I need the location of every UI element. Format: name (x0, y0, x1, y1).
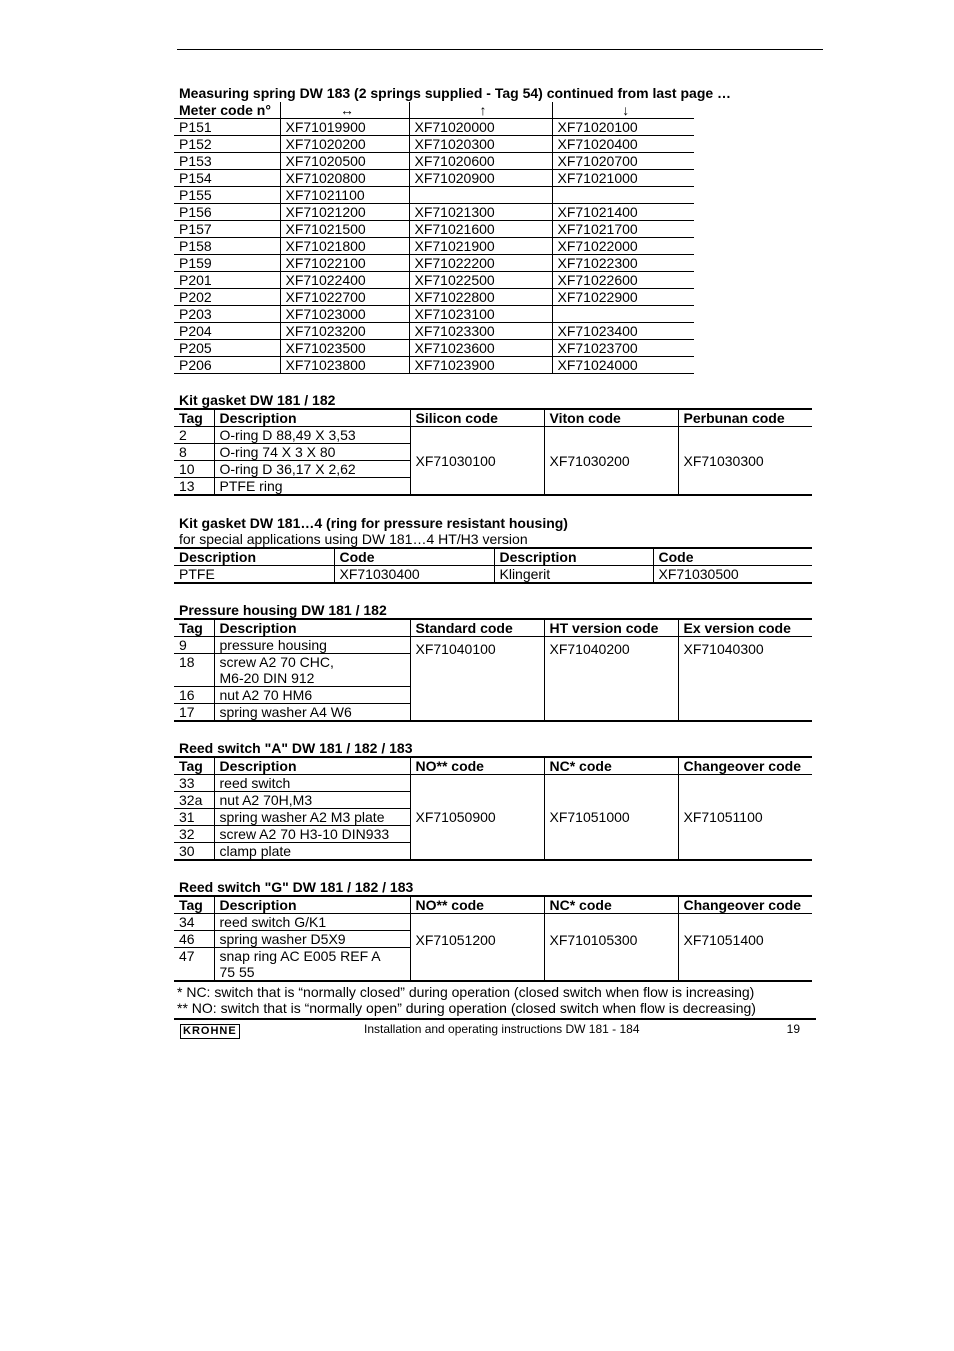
spring-code-cell: XF71023500 (280, 340, 409, 357)
kit-gasket-table (174, 408, 812, 496)
tag-cell: 8 (174, 444, 214, 461)
header-ht-version-code: HT version code (544, 619, 678, 637)
description-cell: screw A2 70 H3-10 DIN933 (214, 826, 410, 843)
spring-code-cell: XF71022300 (552, 255, 694, 272)
spring-code-cell: XF71020300 (409, 136, 552, 153)
table-row (174, 289, 694, 306)
spring-code-cell (409, 187, 552, 204)
tag-cell: 10 (174, 461, 214, 478)
tag-cell: 18 (174, 654, 214, 687)
reed-switch-a-title: Reed switch "A" DW 181 / 182 / 183 (179, 740, 413, 756)
spring-code-cell: XF71023900 (409, 357, 552, 374)
description-cell: clamp plate (214, 843, 410, 861)
tag-cell: 32 (174, 826, 214, 843)
table-row (174, 238, 694, 255)
header-description: Description (214, 619, 410, 637)
meter-code-cell: P206 (174, 357, 280, 374)
header-no-code: NO** code (410, 896, 544, 914)
kit-gasket-title: Kit gasket DW 181 / 182 (179, 392, 336, 408)
table-row (174, 340, 694, 357)
header-perbunan-code: Perbunan code (678, 409, 812, 427)
spring-code-cell: XF71022600 (552, 272, 694, 289)
description-cell: spring washer A2 M3 plate (214, 809, 410, 826)
description-cell: O-ring D 88,49 X 3,53 (214, 427, 410, 444)
header-no-code: NO** code (410, 757, 544, 775)
nc-code-cell: XF71051000 (544, 775, 678, 861)
pressure-housing-title: Pressure housing DW 181 / 182 (179, 602, 387, 618)
no-code-cell: XF71051200 (410, 914, 544, 982)
table-row (174, 272, 694, 289)
ex-version-code-cell: XF71040300 (678, 637, 812, 722)
spring-code-cell: XF71020800 (280, 170, 409, 187)
description-cell: PTFE ring (214, 478, 410, 496)
spring-code-cell: XF71020400 (552, 136, 694, 153)
table-row (174, 153, 694, 170)
table-row (174, 323, 694, 340)
header-description: Description (214, 757, 410, 775)
code-cell: XF71030500 (653, 566, 812, 584)
spring-code-cell: XF71023400 (552, 323, 694, 340)
spring-code-cell: XF71022200 (409, 255, 552, 272)
tag-cell: 34 (174, 914, 214, 931)
description-cell: Klingerit (494, 566, 653, 584)
table-row (174, 136, 694, 153)
spring-code-cell (552, 306, 694, 323)
spring-code-cell: XF71021600 (409, 221, 552, 238)
code-cell: XF71030400 (334, 566, 494, 584)
perbunan-code-cell: XF71030300 (678, 427, 812, 496)
meter-code-cell: P203 (174, 306, 280, 323)
description-cell: O-ring 74 X 3 X 80 (214, 444, 410, 461)
description-cell (214, 654, 410, 687)
footnotes (177, 984, 756, 1016)
tag-cell: 2 (174, 427, 214, 444)
spring-code-cell (552, 187, 694, 204)
header-silicon-code: Silicon code (410, 409, 544, 427)
description-cell: spring washer D5X9 (214, 931, 410, 948)
description-cell: reed switch G/K1 (214, 914, 410, 931)
tag-cell: 31 (174, 809, 214, 826)
spring-code-cell: XF71020600 (409, 153, 552, 170)
ht-version-code-cell: XF71040200 (544, 637, 678, 722)
viton-code-cell: XF71030200 (544, 427, 678, 496)
table-row (174, 119, 694, 136)
pressure-housing-section (174, 602, 812, 722)
header-meter-code: Meter code n° (174, 102, 280, 119)
meter-code-cell: P156 (174, 204, 280, 221)
header-changeover-code: Changeover code (678, 896, 812, 914)
spring-code-cell: XF71022500 (409, 272, 552, 289)
meter-code-cell: P201 (174, 272, 280, 289)
description-cell: pressure housing (214, 637, 410, 654)
header-description: Description (214, 409, 410, 427)
description-cell (214, 948, 410, 982)
footer-text: Installation and operating instructions DW 181 - 184 (364, 1022, 640, 1036)
meter-code-cell: P157 (174, 221, 280, 238)
changeover-code-cell: XF71051400 (678, 914, 812, 982)
description-cell: spring washer A4 W6 (214, 704, 410, 722)
table-row (174, 187, 694, 204)
pressure-housing-table (174, 618, 812, 722)
description-cell: nut A2 70H,M3 (214, 792, 410, 809)
spring-code-cell: XF71021300 (409, 204, 552, 221)
kit-gasket-ring-title: Kit gasket DW 181…4 (ring for pressure resistant housing) (179, 515, 568, 531)
meter-code-cell: P155 (174, 187, 280, 204)
krohne-logo: KROHNE (180, 1024, 240, 1039)
spring-code-cell: XF71021000 (552, 170, 694, 187)
standard-code-cell: XF71040100 (410, 637, 544, 722)
spring-code-cell: XF71021200 (280, 204, 409, 221)
spring-code-cell: XF71020900 (409, 170, 552, 187)
reed-switch-g-title: Reed switch "G" DW 181 / 182 / 183 (179, 879, 414, 895)
spring-code-cell: XF71020200 (280, 136, 409, 153)
header-tag: Tag (174, 757, 214, 775)
spring-code-cell: XF71023000 (280, 306, 409, 323)
meter-code-cell: P158 (174, 238, 280, 255)
meter-code-cell: P153 (174, 153, 280, 170)
spring-code-cell: XF71022100 (280, 255, 409, 272)
meter-code-cell: P204 (174, 323, 280, 340)
meter-code-cell: P159 (174, 255, 280, 272)
header-up-arrow: ↑ (409, 102, 552, 119)
footnote-nc: * NC: switch that is “normally closed” during operation (closed switch when flow is increasing) (177, 984, 755, 1000)
page-number: 19 (786, 1022, 800, 1036)
tag-cell: 13 (179, 478, 195, 494)
meter-code-cell: P205 (174, 340, 280, 357)
description-cell: PTFE (179, 566, 215, 582)
table-row (174, 357, 694, 374)
tag-cell: 17 (179, 704, 195, 720)
meter-code-cell: P202 (174, 289, 280, 306)
kit-gasket-ring-section (174, 515, 812, 584)
description-line: 75 55 (219, 964, 255, 980)
nc-code-cell: XF710105300 (544, 914, 678, 982)
spring-code-cell: XF71022700 (280, 289, 409, 306)
table-row (174, 255, 694, 272)
tag-cell: 47 (179, 948, 195, 964)
kit-gasket-section (174, 392, 812, 496)
reed-switch-g-section (174, 879, 812, 982)
reed-switch-a-section (174, 740, 812, 861)
table-row (174, 204, 694, 221)
spring-code-cell: XF71023100 (409, 306, 552, 323)
header-nc-code: NC* code (544, 896, 678, 914)
spring-code-cell: XF71022800 (409, 289, 552, 306)
header-rule (177, 49, 823, 50)
description-line: snap ring AC E005 REF A (219, 948, 381, 964)
spring-code-cell: XF71021400 (552, 204, 694, 221)
reed-switch-a-table (174, 756, 812, 861)
meter-code-cell: P151 (174, 119, 280, 136)
spring-section (174, 85, 731, 374)
spring-code-cell: XF71022400 (280, 272, 409, 289)
spring-code-cell: XF71021900 (409, 238, 552, 255)
header-tag: Tag (174, 896, 214, 914)
spring-code-cell: XF71023200 (280, 323, 409, 340)
spring-code-cell: XF71023700 (552, 340, 694, 357)
tag-cell: 16 (174, 687, 214, 704)
description-cell: nut A2 70 HM6 (214, 687, 410, 704)
description-cell: O-ring D 36,17 X 2,62 (214, 461, 410, 478)
spring-code-cell: XF71019900 (280, 119, 409, 136)
description-line: M6-20 DIN 912 (219, 670, 315, 686)
table-row (174, 306, 694, 323)
header-description: Description (494, 548, 653, 566)
footnote-no: ** NO: switch that is “normally open” during operation (closed switch when flow is decreasing) (177, 1000, 756, 1016)
description-line: screw A2 70 CHC, (219, 654, 334, 670)
header-description: Description (174, 548, 334, 566)
header-code: Code (334, 548, 494, 566)
header-code: Code (653, 548, 812, 566)
spring-code-cell: XF71023800 (280, 357, 409, 374)
table-row (174, 221, 694, 238)
spring-code-cell: XF71021700 (552, 221, 694, 238)
tag-cell: 30 (179, 843, 195, 859)
header-nc-code: NC* code (544, 757, 678, 775)
silicon-code-cell: XF71030100 (410, 427, 544, 496)
kit-gasket-ring-table (174, 547, 812, 584)
reed-switch-g-table (174, 895, 812, 982)
header-tag: Tag (174, 619, 214, 637)
header-ex-version-code: Ex version code (678, 619, 812, 637)
tag-cell: 32a (174, 792, 214, 809)
spring-code-cell: XF71023600 (409, 340, 552, 357)
spring-code-cell: XF71022000 (552, 238, 694, 255)
header-changeover-code: Changeover code (678, 757, 812, 775)
spring-code-cell: XF71020000 (409, 119, 552, 136)
spring-code-cell: XF71022900 (552, 289, 694, 306)
spring-code-cell: XF71023300 (409, 323, 552, 340)
header-standard-code: Standard code (410, 619, 544, 637)
spring-code-cell: XF71020700 (552, 153, 694, 170)
spring-code-cell: XF71021500 (280, 221, 409, 238)
header-tag: Tag (174, 409, 214, 427)
tag-cell: 9 (174, 637, 214, 654)
tag-cell: 46 (174, 931, 214, 948)
table-row (174, 170, 694, 187)
spring-code-cell: XF71024000 (552, 357, 694, 374)
header-horizontal-arrow: ↔ (280, 102, 409, 119)
spring-title: Measuring spring DW 183 (2 springs supplied - Tag 54) continued from last page … (179, 85, 732, 101)
spring-code-cell: XF71021800 (280, 238, 409, 255)
page-footer (174, 1018, 816, 1042)
kit-gasket-ring-subtitle: for special applications using DW 181…4 HT/H3 version (179, 531, 528, 547)
header-description: Description (214, 896, 410, 914)
no-code-cell: XF71050900 (410, 775, 544, 861)
spring-table (174, 102, 694, 374)
header-down-arrow: ↓ (552, 102, 694, 119)
description-cell: reed switch (214, 775, 410, 792)
spring-code-cell: XF71020100 (552, 119, 694, 136)
spring-code-cell: XF71021100 (280, 187, 409, 204)
meter-code-cell: P152 (174, 136, 280, 153)
changeover-code-cell: XF71051100 (678, 775, 812, 861)
meter-code-cell: P154 (174, 170, 280, 187)
spring-code-cell: XF71020500 (280, 153, 409, 170)
header-viton-code: Viton code (544, 409, 678, 427)
tag-cell: 33 (174, 775, 214, 792)
